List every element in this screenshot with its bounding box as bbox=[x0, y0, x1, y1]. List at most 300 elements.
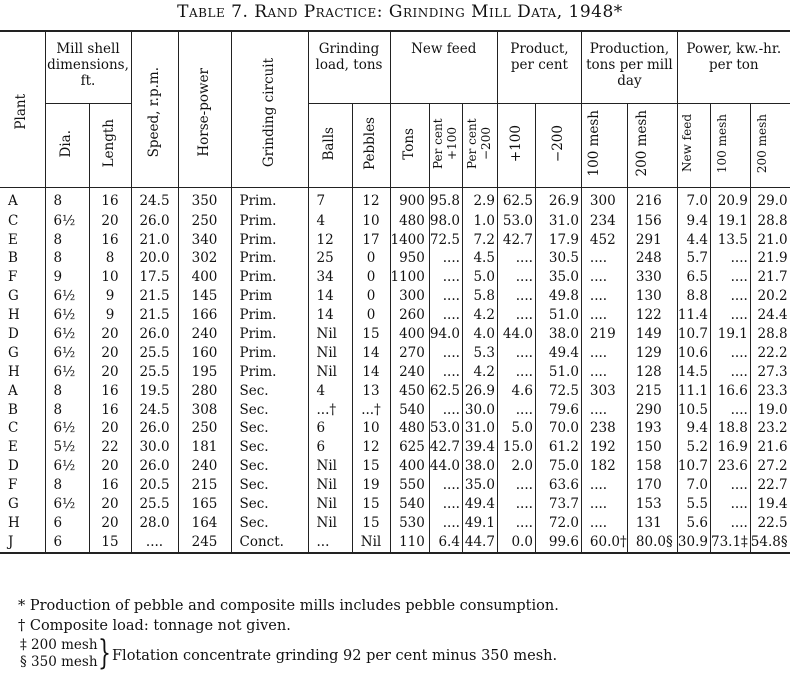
cell-pc-minus200: 49.4 bbox=[462, 495, 497, 514]
table-row bbox=[0, 188, 790, 213]
cell-power-200: 21.0 bbox=[757, 231, 788, 248]
cell-product-plus100: .... bbox=[497, 476, 535, 495]
cell-pc-plus100: .... bbox=[429, 363, 462, 382]
cell-production-100: 219 bbox=[581, 325, 627, 344]
cell-tons: 1400 bbox=[390, 231, 429, 250]
table-row bbox=[0, 439, 790, 458]
cell-dia: 8 bbox=[45, 476, 89, 495]
cell-power-200: 20.2 bbox=[757, 288, 788, 305]
cell-production-100: 238 bbox=[581, 420, 627, 439]
cell-product-plus100: 15.0 bbox=[497, 439, 535, 458]
cell-plant: F bbox=[0, 269, 45, 288]
cell-product-minus200: 99.6 bbox=[535, 533, 581, 553]
cell-length: 16 bbox=[89, 231, 131, 250]
cell-power-100: .... bbox=[710, 288, 750, 307]
cell-tons: 480 bbox=[390, 212, 429, 231]
cell-product-minus200: 75.0 bbox=[535, 458, 581, 477]
cell-circuit: Prim. bbox=[231, 344, 308, 363]
cell-balls: ... bbox=[308, 533, 352, 553]
table-row bbox=[0, 514, 790, 533]
cell-production-100: 192 bbox=[581, 439, 627, 458]
cell-length: 20 bbox=[89, 344, 131, 363]
cell-plant: H bbox=[0, 514, 45, 533]
cell-product-minus200: 61.2 bbox=[535, 439, 581, 458]
cell-plant: F bbox=[0, 476, 45, 495]
cell-balls: 12 bbox=[308, 231, 352, 250]
cell-speed: 24.5 bbox=[131, 401, 178, 420]
cell-balls: 4 bbox=[308, 212, 352, 231]
cell-power-new-feed: 9.4 bbox=[677, 420, 710, 439]
cell-pc-plus100: 42.7 bbox=[429, 439, 462, 458]
cell-circuit: Sec. bbox=[231, 401, 308, 420]
cell-pebbles: 12 bbox=[352, 439, 390, 458]
cell-power-200: 27.3 bbox=[757, 363, 788, 380]
cell-power-100: .... bbox=[710, 344, 750, 363]
table-row bbox=[0, 476, 790, 495]
cell-power-100: 18.8 bbox=[710, 420, 750, 439]
cell-power-200: 22.2 bbox=[757, 344, 788, 361]
cell-horsepower: 165 bbox=[178, 495, 231, 514]
cell-pebbles: 17 bbox=[352, 231, 390, 250]
table-row bbox=[0, 382, 790, 401]
cell-power-new-feed: 4.4 bbox=[677, 231, 710, 250]
cell-plant: D bbox=[0, 325, 45, 344]
cell-circuit: Sec. bbox=[231, 495, 308, 514]
cell-speed: 21.0 bbox=[131, 231, 178, 250]
cell-pc-plus100: .... bbox=[429, 401, 462, 420]
cell-production-200: 149 bbox=[627, 325, 677, 344]
cell-power-200: 23.2 bbox=[757, 420, 788, 437]
cell-length: 20 bbox=[89, 458, 131, 477]
cell-dia: 8 bbox=[45, 231, 89, 250]
cell-tons: 900 bbox=[390, 188, 429, 213]
cell-product-plus100: .... bbox=[497, 306, 535, 325]
cell-power-new-feed: 10.5 bbox=[677, 401, 710, 420]
cell-production-200: 248 bbox=[627, 250, 677, 269]
cell-pebbles: 15 bbox=[352, 325, 390, 344]
cell-production-100: .... bbox=[581, 495, 627, 514]
cell-plant: A bbox=[0, 188, 45, 213]
cell-tons: 950 bbox=[390, 250, 429, 269]
header-new-feed: New feed bbox=[390, 31, 497, 103]
cell-pc-minus200: 35.0 bbox=[462, 476, 497, 495]
cell-circuit: Sec. bbox=[231, 382, 308, 401]
cell-tons: 540 bbox=[390, 495, 429, 514]
cell-product-minus200: 31.0 bbox=[535, 212, 581, 231]
cell-tons: 1100 bbox=[390, 269, 429, 288]
header-length: Length bbox=[89, 103, 131, 188]
cell-tons: 550 bbox=[390, 476, 429, 495]
cell-speed: 25.5 bbox=[131, 363, 178, 382]
cell-speed: 20.5 bbox=[131, 476, 178, 495]
cell-pebbles: 10 bbox=[352, 212, 390, 231]
cell-plant: B bbox=[0, 401, 45, 420]
cell-pc-plus100: 53.0 bbox=[429, 420, 462, 439]
header-tons: Tons bbox=[390, 103, 429, 188]
cell-pc-minus200: 5.3 bbox=[462, 344, 497, 363]
cell-production-200: 158 bbox=[627, 458, 677, 477]
cell-plant: G bbox=[0, 495, 45, 514]
cell-pc-plus100: 62.5 bbox=[429, 382, 462, 401]
cell-power-200: 21.6 bbox=[757, 439, 788, 456]
cell-horsepower: 250 bbox=[178, 420, 231, 439]
header-power-100-mesh: 100 mesh bbox=[710, 103, 750, 188]
cell-circuit: Sec. bbox=[231, 420, 308, 439]
cell-product-minus200: 49.8 bbox=[535, 288, 581, 307]
cell-horsepower: 160 bbox=[178, 344, 231, 363]
cell-balls: 25 bbox=[308, 250, 352, 269]
cell-power-200: 22.7 bbox=[757, 477, 788, 494]
cell-pebbles: 14 bbox=[352, 363, 390, 382]
cell-plant: G bbox=[0, 288, 45, 307]
cell-length: 16 bbox=[89, 382, 131, 401]
cell-pc-minus200: 38.0 bbox=[462, 458, 497, 477]
cell-circuit: Prim. bbox=[231, 306, 308, 325]
cell-product-minus200: 49.4 bbox=[535, 344, 581, 363]
cell-production-100: .... bbox=[581, 288, 627, 307]
cell-power-100: .... bbox=[710, 401, 750, 420]
cell-power-new-feed: 7.0 bbox=[677, 188, 710, 213]
cell-product-plus100: .... bbox=[497, 495, 535, 514]
cell-product-plus100: .... bbox=[497, 269, 535, 288]
cell-horsepower: 280 bbox=[178, 382, 231, 401]
cell-power-new-feed: 5.7 bbox=[677, 250, 710, 269]
table-title: Table 7. Rand Practice: Grinding Mill Data, 1948* bbox=[177, 2, 623, 22]
cell-speed: 26.0 bbox=[131, 325, 178, 344]
cell-product-plus100: 42.7 bbox=[497, 231, 535, 250]
footnote-flotation-note: Flotation concentrate grinding 92 per cent minus 350 mesh. bbox=[112, 648, 558, 664]
header-pebbles: Pebbles bbox=[352, 103, 390, 188]
cell-power-200: 28.8 bbox=[757, 326, 788, 343]
cell-pc-plus100: .... bbox=[429, 306, 462, 325]
cell-circuit: Sec. bbox=[231, 476, 308, 495]
cell-circuit: Prim. bbox=[231, 269, 308, 288]
cell-power-new-feed: 11.1 bbox=[677, 382, 710, 401]
cell-length: 9 bbox=[89, 306, 131, 325]
table-row bbox=[0, 288, 790, 307]
cell-dia: 6½ bbox=[45, 288, 89, 307]
cell-product-plus100: 44.0 bbox=[497, 325, 535, 344]
cell-product-minus200: 79.6 bbox=[535, 401, 581, 420]
cell-speed: 21.5 bbox=[131, 288, 178, 307]
cell-horsepower: 340 bbox=[178, 231, 231, 250]
cell-production-100: 300 bbox=[581, 188, 627, 213]
cell-production-200: 215 bbox=[627, 382, 677, 401]
cell-pc-minus200: 4.0 bbox=[462, 325, 497, 344]
cell-production-200: 170 bbox=[627, 476, 677, 495]
cell-plant: H bbox=[0, 306, 45, 325]
cell-production-200: 80.0§ bbox=[627, 533, 677, 553]
cell-length: 15 bbox=[89, 533, 131, 553]
cell-length: 20 bbox=[89, 495, 131, 514]
cell-production-100: .... bbox=[581, 306, 627, 325]
cell-product-minus200: 63.6 bbox=[535, 476, 581, 495]
header-grinding-load: Grinding load, tons bbox=[308, 31, 390, 103]
header-per-cent-minus200: Per cent −200 bbox=[462, 103, 497, 188]
table-body bbox=[0, 188, 790, 554]
cell-power-100: .... bbox=[710, 495, 750, 514]
cell-plant: C bbox=[0, 420, 45, 439]
cell-power-new-feed: 5.5 bbox=[677, 495, 710, 514]
cell-length: 20 bbox=[89, 363, 131, 382]
cell-dia: 6½ bbox=[45, 306, 89, 325]
cell-dia: 6½ bbox=[45, 325, 89, 344]
cell-speed: .... bbox=[131, 533, 178, 553]
cell-horsepower: 302 bbox=[178, 250, 231, 269]
cell-dia: 8 bbox=[45, 188, 89, 213]
cell-pc-minus200: 30.0 bbox=[462, 401, 497, 420]
cell-length: 20 bbox=[89, 514, 131, 533]
cell-pebbles: 0 bbox=[352, 288, 390, 307]
cell-product-minus200: 26.9 bbox=[535, 188, 581, 213]
cell-circuit: Prim. bbox=[231, 188, 308, 213]
cell-pc-plus100: .... bbox=[429, 514, 462, 533]
cell-pc-plus100: 44.0 bbox=[429, 458, 462, 477]
table-row bbox=[0, 269, 790, 288]
cell-pc-plus100: 72.5 bbox=[429, 231, 462, 250]
cell-product-plus100: .... bbox=[497, 363, 535, 382]
cell-product-minus200: 72.0 bbox=[535, 514, 581, 533]
cell-dia: 8 bbox=[45, 401, 89, 420]
cell-balls: 14 bbox=[308, 306, 352, 325]
cell-length: 20 bbox=[89, 325, 131, 344]
cell-pc-minus200: 4.2 bbox=[462, 306, 497, 325]
cell-power-new-feed: 30.9 bbox=[677, 533, 710, 553]
table-row bbox=[0, 533, 790, 553]
cell-pc-minus200: 39.4 bbox=[462, 439, 497, 458]
table-row bbox=[0, 458, 790, 477]
cell-tons: 260 bbox=[390, 306, 429, 325]
cell-plant: D bbox=[0, 458, 45, 477]
cell-production-100: .... bbox=[581, 344, 627, 363]
header-production-200-mesh: 200 mesh bbox=[627, 103, 677, 188]
cell-pebbles: 14 bbox=[352, 344, 390, 363]
cell-pebbles: Nil bbox=[352, 533, 390, 553]
footnote-dagger: † Composite load: tonnage not given. bbox=[18, 618, 291, 634]
cell-product-plus100: .... bbox=[497, 250, 535, 269]
cell-tons: 300 bbox=[390, 288, 429, 307]
cell-circuit: Sec. bbox=[231, 458, 308, 477]
cell-power-200: 24.4 bbox=[757, 307, 788, 324]
cell-balls: Nil bbox=[308, 514, 352, 533]
cell-power-200: 21.7 bbox=[757, 269, 788, 286]
header-product: Product, per cent bbox=[497, 31, 581, 103]
table-row bbox=[0, 401, 790, 420]
cell-pebbles: ...† bbox=[352, 401, 390, 420]
cell-balls: 6 bbox=[308, 420, 352, 439]
table-row bbox=[0, 363, 790, 382]
cell-plant: J bbox=[0, 533, 45, 553]
cell-dia: 8 bbox=[45, 382, 89, 401]
cell-horsepower: 195 bbox=[178, 363, 231, 382]
cell-production-200: 128 bbox=[627, 363, 677, 382]
cell-tons: 240 bbox=[390, 363, 429, 382]
cell-power-new-feed: 5.2 bbox=[677, 439, 710, 458]
cell-power-100: .... bbox=[710, 476, 750, 495]
cell-tons: 400 bbox=[390, 325, 429, 344]
cell-product-plus100: 2.0 bbox=[497, 458, 535, 477]
cell-plant: B bbox=[0, 250, 45, 269]
cell-power-100: 19.1 bbox=[710, 212, 750, 231]
cell-dia: 6½ bbox=[45, 363, 89, 382]
cell-pc-minus200: 2.9 bbox=[462, 188, 497, 213]
cell-production-100: .... bbox=[581, 401, 627, 420]
cell-plant: A bbox=[0, 382, 45, 401]
cell-power-100: 16.9 bbox=[710, 439, 750, 458]
cell-balls: 34 bbox=[308, 269, 352, 288]
cell-length: 16 bbox=[89, 188, 131, 213]
cell-pc-plus100: 95.8 bbox=[429, 188, 462, 213]
cell-horsepower: 166 bbox=[178, 306, 231, 325]
header-plant: Plant bbox=[0, 31, 45, 188]
cell-product-minus200: 51.0 bbox=[535, 306, 581, 325]
cell-tons: 480 bbox=[390, 420, 429, 439]
cell-tons: 450 bbox=[390, 382, 429, 401]
cell-power-new-feed: 10.6 bbox=[677, 344, 710, 363]
cell-production-200: 131 bbox=[627, 514, 677, 533]
cell-horsepower: 245 bbox=[178, 533, 231, 553]
cell-power-new-feed: 11.4 bbox=[677, 306, 710, 325]
cell-balls: 4 bbox=[308, 382, 352, 401]
cell-speed: 30.0 bbox=[131, 439, 178, 458]
cell-balls: Nil bbox=[308, 476, 352, 495]
cell-circuit: Prim. bbox=[231, 363, 308, 382]
cell-production-100: .... bbox=[581, 363, 627, 382]
cell-production-100: .... bbox=[581, 514, 627, 533]
cell-power-200: 21.9 bbox=[757, 250, 788, 267]
cell-production-200: 150 bbox=[627, 439, 677, 458]
cell-balls: Nil bbox=[308, 344, 352, 363]
cell-circuit: Prim. bbox=[231, 250, 308, 269]
cell-speed: 21.5 bbox=[131, 306, 178, 325]
cell-circuit: Sec. bbox=[231, 439, 308, 458]
table-row bbox=[0, 231, 790, 250]
cell-speed: 28.0 bbox=[131, 514, 178, 533]
cell-power-200: 22.5 bbox=[757, 514, 788, 531]
cell-horsepower: 250 bbox=[178, 212, 231, 231]
cell-length: 20 bbox=[89, 212, 131, 231]
header-balls: Balls bbox=[308, 103, 352, 188]
cell-balls: Nil bbox=[308, 458, 352, 477]
cell-power-100: 16.6 bbox=[710, 382, 750, 401]
cell-power-200: 27.2 bbox=[757, 458, 788, 475]
cell-power-100: .... bbox=[710, 269, 750, 288]
cell-speed: 25.5 bbox=[131, 344, 178, 363]
cell-circuit: Prim. bbox=[231, 212, 308, 231]
cell-horsepower: 240 bbox=[178, 325, 231, 344]
cell-power-100: 19.1 bbox=[710, 325, 750, 344]
header-product-plus100: +100 bbox=[497, 103, 535, 188]
cell-length: 8 bbox=[89, 250, 131, 269]
cell-horsepower: 400 bbox=[178, 269, 231, 288]
header-speed: Speed, r.p.m. bbox=[131, 31, 178, 188]
cell-production-200: 129 bbox=[627, 344, 677, 363]
cell-pc-plus100: 94.0 bbox=[429, 325, 462, 344]
header-power-200-mesh: 200 mesh bbox=[750, 103, 789, 188]
cell-pc-minus200: 49.1 bbox=[462, 514, 497, 533]
cell-production-100: 452 bbox=[581, 231, 627, 250]
cell-production-200: 291 bbox=[627, 231, 677, 250]
table-row bbox=[0, 495, 790, 514]
cell-dia: 8 bbox=[45, 250, 89, 269]
cell-balls: 6 bbox=[308, 439, 352, 458]
cell-product-minus200: 51.0 bbox=[535, 363, 581, 382]
header-horsepower: Horse-power bbox=[178, 31, 231, 188]
cell-production-200: 153 bbox=[627, 495, 677, 514]
cell-production-100: .... bbox=[581, 250, 627, 269]
cell-product-plus100: 53.0 bbox=[497, 212, 535, 231]
cell-pc-minus200: 7.2 bbox=[462, 231, 497, 250]
cell-tons: 540 bbox=[390, 401, 429, 420]
cell-dia: 5½ bbox=[45, 439, 89, 458]
cell-pc-plus100: .... bbox=[429, 288, 462, 307]
table-row bbox=[0, 325, 790, 344]
footnote-section: § 350 mesh bbox=[20, 654, 98, 670]
cell-tons: 270 bbox=[390, 344, 429, 363]
cell-balls: ...† bbox=[308, 401, 352, 420]
cell-balls: Nil bbox=[308, 495, 352, 514]
cell-balls: Nil bbox=[308, 363, 352, 382]
cell-power-200: 19.0 bbox=[757, 401, 788, 418]
cell-production-100: 182 bbox=[581, 458, 627, 477]
cell-power-new-feed: 6.5 bbox=[677, 269, 710, 288]
cell-length: 22 bbox=[89, 439, 131, 458]
cell-production-200: 156 bbox=[627, 212, 677, 231]
cell-production-100: 234 bbox=[581, 212, 627, 231]
cell-length: 20 bbox=[89, 420, 131, 439]
cell-power-new-feed: 5.6 bbox=[677, 514, 710, 533]
header-product-minus200: −200 bbox=[535, 103, 581, 188]
cell-power-100: .... bbox=[710, 250, 750, 269]
header-production-100-mesh: 100 mesh bbox=[581, 103, 627, 188]
cell-dia: 6½ bbox=[45, 344, 89, 363]
header-dia: Dia. bbox=[45, 103, 89, 188]
cell-horsepower: 164 bbox=[178, 514, 231, 533]
cell-pc-plus100: .... bbox=[429, 250, 462, 269]
cell-product-plus100: 0.0 bbox=[497, 533, 535, 553]
cell-product-minus200: 72.5 bbox=[535, 382, 581, 401]
cell-power-200: 19.4 bbox=[757, 496, 788, 513]
cell-pc-minus200: 5.8 bbox=[462, 288, 497, 307]
cell-length: 16 bbox=[89, 401, 131, 420]
cell-power-100: .... bbox=[710, 306, 750, 325]
cell-length: 9 bbox=[89, 288, 131, 307]
cell-power-100: .... bbox=[710, 363, 750, 382]
header-power-new-feed: New feed bbox=[677, 103, 710, 188]
table-row bbox=[0, 212, 790, 231]
cell-product-plus100: .... bbox=[497, 344, 535, 363]
table-row bbox=[0, 306, 790, 325]
cell-pc-minus200: 1.0 bbox=[462, 212, 497, 231]
cell-production-100: 60.0† bbox=[581, 533, 627, 553]
cell-pebbles: 15 bbox=[352, 495, 390, 514]
cell-dia: 9 bbox=[45, 269, 89, 288]
cell-power-200: 54.8§ bbox=[750, 533, 789, 553]
cell-production-200: 122 bbox=[627, 306, 677, 325]
footnote-double-dagger: ‡ 200 mesh bbox=[20, 637, 98, 653]
cell-product-plus100: .... bbox=[497, 401, 535, 420]
cell-dia: 6½ bbox=[45, 458, 89, 477]
cell-pc-plus100: .... bbox=[429, 344, 462, 363]
cell-power-100: 73.1‡ bbox=[710, 533, 750, 553]
cell-power-new-feed: 7.0 bbox=[677, 476, 710, 495]
grinding-mill-data-table bbox=[0, 30, 790, 554]
cell-power-100: .... bbox=[710, 514, 750, 533]
header-mill-shell: Mill shell dimensions, ft. bbox=[45, 31, 131, 103]
cell-production-200: 216 bbox=[627, 188, 677, 213]
cell-production-100: 303 bbox=[581, 382, 627, 401]
cell-pc-minus200: 44.7 bbox=[462, 533, 497, 553]
